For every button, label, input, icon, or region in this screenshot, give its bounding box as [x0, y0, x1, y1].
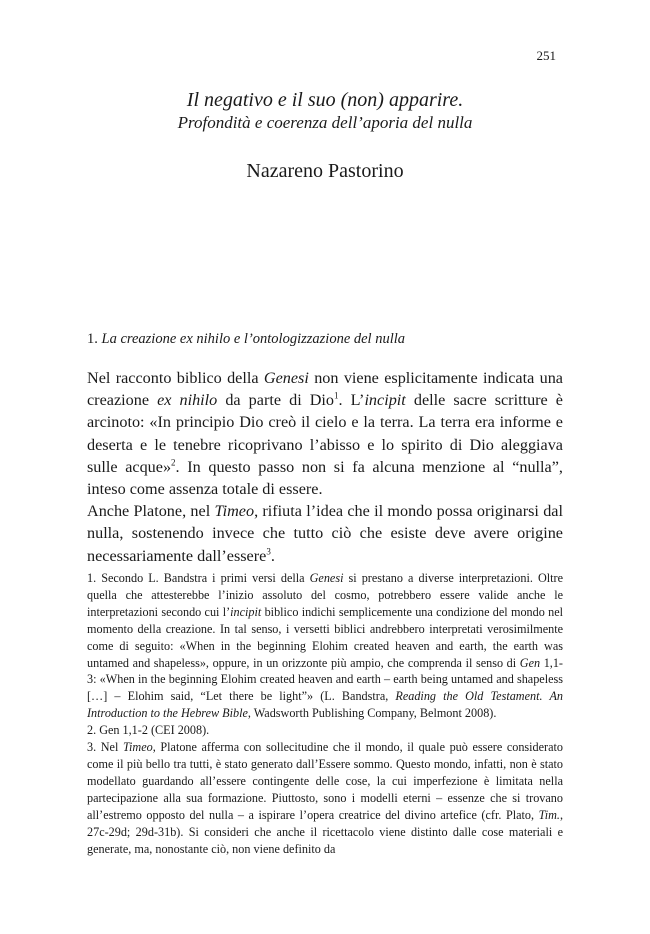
text-run: Gen: [519, 655, 541, 670]
footnote-ref: 2: [171, 457, 176, 468]
footnote: [87, 739, 563, 857]
text-run: , Platone afferma con sollecitudine che il mondo, il quale può essere considerato come il più bello tra tutti, è stato generato dall’Essere sommo. Questo mondo, infatti, non è stato modellato guardando all’essere contingente delle cose, la cui imperfezione è limitata nella partecipazione alla sua formazione. Piuttosto, sono i modelli eterni – essenze che si trovano all’estremo opposto del nulla – a ispirare l’opera creatrice del divino artefice (cfr. Plato,: [87, 740, 563, 822]
text-run: non viene esplicitamente indicata una creazione: [87, 369, 563, 410]
section-number: 1.: [87, 331, 98, 347]
text-run: Reading the Old Testament. An Introduction to the Hebrew Bible: [87, 689, 563, 721]
text-run: biblico indichi semplicemente una condizione del mondo nel momento della creazione. In tal senso, i versetti biblici andrebbero interpretati verosimilmente come di seguito: «When in the beginning Elohim created heaven and earth, the earth was untamed and shapeless», oppure, in un orizzonte più ampio, che comprenda il senso di: [87, 604, 563, 670]
title-block: [0, 88, 650, 134]
section-title: La creazione ex nihilo e l’ontologizzazione del nulla: [101, 331, 406, 347]
text-run: Timeo: [122, 740, 153, 755]
page-number: 251: [536, 48, 556, 63]
footnote: [87, 570, 563, 722]
text-run: Genesi: [309, 571, 344, 585]
text-run: si prestano a diverse interpretazioni. Oltre quella che attesterebbe l’inizio assoluto del cosmo, potrebbero essere valide anche le interpretazioni secondo cui l’: [87, 571, 564, 619]
section-heading: [87, 331, 563, 348]
text-run: Anche Platone, nel: [87, 502, 215, 521]
text-run: ex nihilo: [157, 391, 218, 410]
paragraph: [87, 500, 563, 567]
text-run: . L’: [338, 391, 365, 410]
text-run: Timeo: [214, 502, 255, 521]
text-run: 3. Nel: [87, 740, 123, 755]
footnote-ref: 1: [334, 390, 339, 401]
author-name: Nazareno Pastorino: [246, 160, 404, 182]
text-run: Genesi: [263, 369, 309, 387]
text-run: . In questo passo non si fa alcuna menzione al “nulla”, inteso come assenza totale di essere.: [87, 457, 563, 499]
text-run: Tim.: [538, 807, 560, 822]
footnotes: [87, 570, 563, 857]
text-run: Nel racconto biblico della: [87, 369, 264, 387]
text-run: , rifiuta l’idea che il mondo possa originarsi dal nulla, sostenendo invece che tutto ciò che esiste deve avere origine necessariamente dall’essere: [87, 502, 563, 565]
body-text: [87, 367, 563, 567]
text-run: , Wadsworth Publishing Company, Belmont 2008).: [247, 706, 497, 721]
footnote-ref: 3: [266, 546, 271, 557]
text-run: da parte di Dio: [217, 391, 335, 410]
paragraph: [87, 367, 563, 500]
text-run: .: [270, 546, 275, 565]
text-run: 1,1-3: «When in the beginning Elohim created heaven and earth – earth being untamed and shapeless […] – Elohim said, “Let there be light”» (L. Bandstra,: [87, 655, 563, 704]
text-run: incipit: [364, 391, 406, 410]
text-run: , 27c-29d; 29d-31b). Si consideri che anche il ricettacolo viene distinto dalle cose materiali e generate, ma, nonostante ciò, non viene definito da: [87, 807, 563, 856]
article-subtitle: Profondità e coerenza dell’aporia del nulla: [177, 113, 473, 132]
footnote: 2. Gen 1,1-2 (CEI 2008).: [87, 723, 210, 738]
article-title: Il negativo e il suo (non) apparire.: [186, 89, 464, 111]
text-run: delle sacre scritture è arcinoto: «In principio Dio creò il cielo e la terra. La terra era informe e deserta e le tenebre ricoprivano l’abisso e lo spirito di Dio aleggiava sulle acque»: [87, 391, 563, 476]
text-run: incipit: [230, 604, 262, 619]
text-run: 1. Secondo L. Bandstra i primi versi della: [87, 571, 310, 585]
